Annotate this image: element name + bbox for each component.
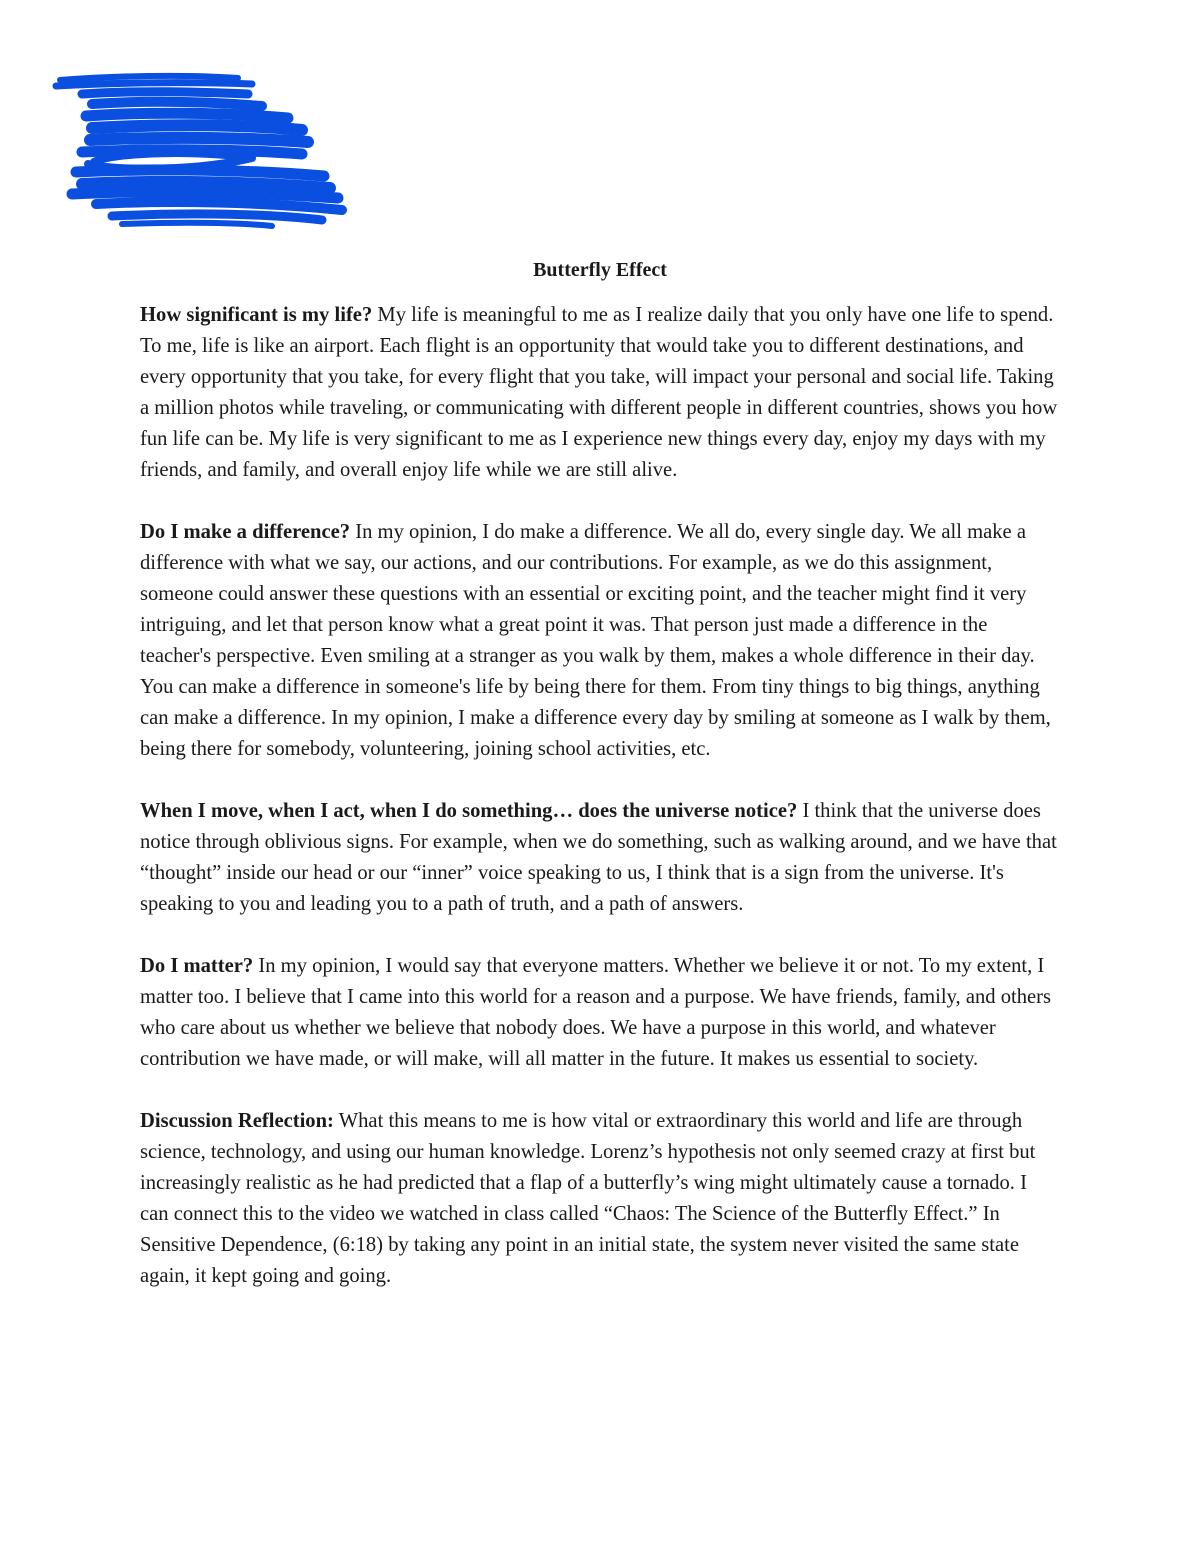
answer-text: I think that the universe does notice through oblivious signs. For example, when we do something, such as walking around, and we have that “thought” inside our head or our “inner” voice speaking to us, I think that is a sign from the universe. It's speaking to you and leading you to a path of truth, and a path of answers. <box>140 800 1057 915</box>
document-body <box>140 300 1060 1323</box>
question-heading: How significant is my life? <box>140 304 373 326</box>
answer-text: In my opinion, I would say that everyone matters. Whether we believe it or not. To my extent, I matter too. I believe that I came into this world for a reason and a purpose. We have friends, family, and others who care about us whether we believe that nobody does. We have a purpose in this world, and whatever contribution we have made, or will make, will all matter in the future. It makes us essential to society. <box>140 955 1052 1070</box>
answer-text: In my opinion, I do make a difference. We all do, every single day. We all make a difference with what we say, our actions, and our contributions. For example, as we do this assignment, someone could answer these questions with an essential or exciting point, and the teacher might find it very intriguing, and let that person know what a great point it was. That person just made a difference in the teacher's perspective. Even smiling at a stranger as you walk by them, makes a whole difference in their day. You can make a difference in someone's life by being there for them. From tiny things to big things, anything can make a difference. In my opinion, I make a difference every day by smiling at someone as I walk by them, being there for somebody, volunteering, joining school activities, etc. <box>140 521 1051 760</box>
question-heading: Discussion Reflection: <box>140 1110 334 1132</box>
paragraph-difference <box>140 517 1060 765</box>
paragraph-reflection <box>140 1106 1060 1292</box>
answer-text: What this means to me is how vital or extraordinary this world and life are through science, technology, and using our human knowledge. Lorenz’s hypothesis not only seemed crazy at first but increasingly realistic as he had predicted that a flap of a butterfly’s wing might ultimately cause a tornado. I can connect this to the video we watched in class called “Chaos: The Science of the Butterfly Effect.” In Sensitive Dependence, (6:18) by taking any point in an initial state, the system never visited the same state again, it kept going and going. <box>140 1110 1036 1287</box>
paragraph-significance <box>140 300 1060 486</box>
question-heading: Do I matter? <box>140 955 254 977</box>
redaction-scribble <box>52 72 352 232</box>
paragraph-universe <box>140 796 1060 920</box>
answer-text: My life is meaningful to me as I realize daily that you only have one life to spend. To me, life is like an airport. Each flight is an opportunity that would take you to different destinations, and every opportunity that you take, for every flight that you take, will impact your personal and social life. Taking a million photos while traveling, or communicating with different people in different countries, shows you how fun life can be. My life is very significant to me as I experience new things every day, enjoy my days with my friends, and family, and overall enjoy life while we are still alive. <box>140 304 1058 481</box>
question-heading: Do I make a difference? <box>140 521 351 543</box>
document-title: Butterfly Effect <box>533 259 667 281</box>
paragraph-matter <box>140 951 1060 1075</box>
question-heading: When I move, when I act, when I do something… does the universe notice? <box>140 800 798 822</box>
